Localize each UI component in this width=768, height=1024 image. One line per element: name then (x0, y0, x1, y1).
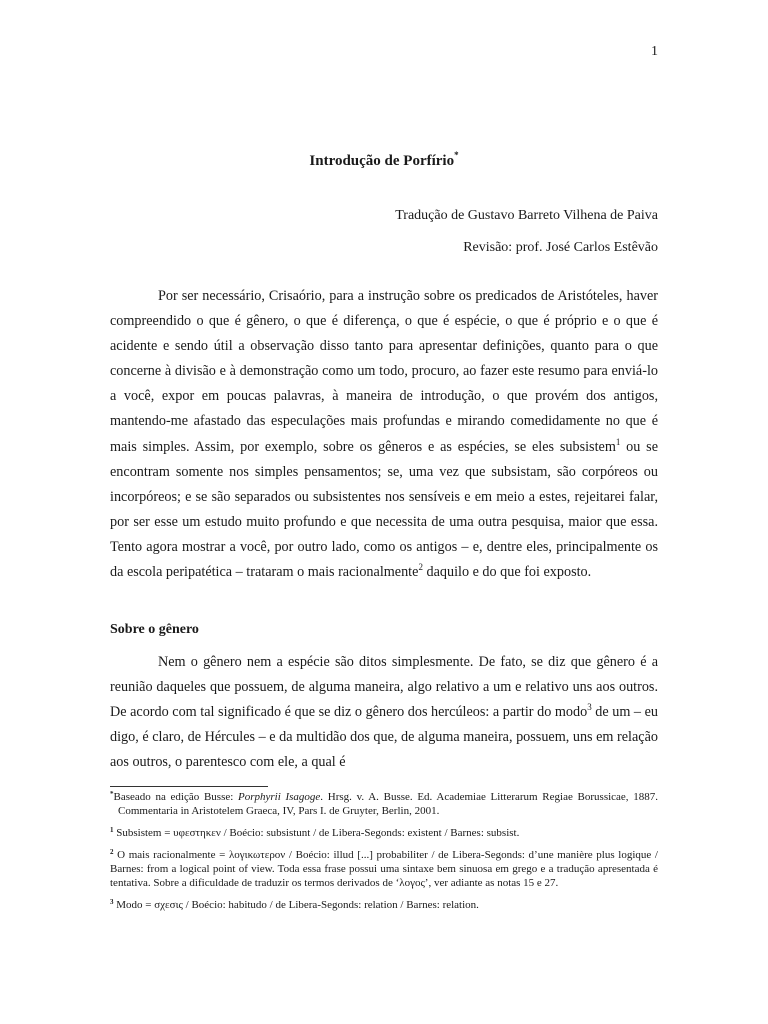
footnote-1-text: Subsistem = υφεστηκεν / Boécio: subsistunt / de Libera-Segonds: existent / Barnes: subsist. (113, 827, 520, 839)
footnote-3 (110, 898, 658, 912)
page-number: 1 (651, 44, 658, 59)
footnote-2-marker: 2 (110, 848, 114, 856)
paragraph-intro-text-3: daquilo e do que foi exposto. (422, 564, 592, 581)
title-footnote-marker: * (454, 150, 459, 160)
footnote-star-text-2: . Hrsg. v. A. Busse. Ed. Academiae Litterarum Regiae Borussicae, 1887. Commentaria in Aristotelem Graeca, IV, Pars I. de Gruyter, Berlin, 2001. (118, 791, 658, 817)
paragraph-genero-text-1: Nem o gênero nem a espécie são ditos simplesmente. De fato, se diz que gênero é a reunião daqueles que possuem, de alguma maneira, algo relativo a um e relativo uns aos outros. De acordo com tal significado é que se diz o gênero dos hercúleos: a partir do modo (110, 654, 658, 721)
footnote-ref-3: 3 (587, 702, 592, 713)
footnote-2-text: O mais racionalmente = λογικωτερον / Boécio: illud [...] probabiliter / de Libera-Segonds: d’une manière plus logique / Barnes: from a logical point of view. Toda essa frase possui uma sintaxe bem sinuosa em grego e a tradução apresentada é tentativa. Sobre a dificuldade de traduzir os termos derivados de ‘λογος’, ver adiante as notas 15 e 27. (110, 849, 658, 889)
footnote-3-text: Modo = σχεσις / Boécio: habitudo / de Libera-Segonds: relation / Barnes: relation. (113, 899, 479, 911)
footnote-3-marker: 3 (110, 898, 114, 906)
translation-credit: Tradução de Gustavo Barreto Vilhena de Paiva (395, 208, 658, 223)
revision-credit: Revisão: prof. José Carlos Estêvão (463, 240, 658, 255)
section-heading: Sobre o gênero (110, 622, 199, 637)
footnote-star (110, 790, 658, 818)
footnote-star-italic: Porphyrii Isagoge (237, 791, 321, 803)
footnote-1-marker: 1 (110, 826, 114, 834)
paragraph-genero-text-2: de um – eu digo, é claro, de Hércules – e da multidão dos que, de alguma maneira, possuem, uns em relação aos outros, o parentesco com ele, a qual é (110, 704, 658, 771)
title-text: Introdução de Porfírio (309, 153, 455, 169)
footnote-star-marker: * (110, 790, 114, 798)
footnotes (110, 790, 658, 920)
footnote-star-text-1: Baseado na edição Busse: (113, 791, 238, 803)
paragraph-intro-text-1: Por ser necessário, Crisaório, para a instrução sobre os predicados de Aristóteles, haver compreendido o que é gênero, o que é diferença, o que é espécie, o que é próprio e o que é acidente e sendo útil a observação disso tanto para apresentar definições, quanto para o que concerne à divisão e à demonstração como um todo, procuro, ao fazer este resumo para enviá-lo a você, expor em poucas palavras, à maneira de introdução, o que provém dos antigos, mantendo-me afastado das especulações mais profundas e mirando comedidamente no que é mais simples. Assim, por exemplo, sobre os gêneros e as espécies, se eles subsistem (110, 288, 658, 455)
paragraph-intro-text-2: ou se encontram somente nos simples pensamentos; se, uma vez que subsistam, são corpóreos ou incorpóreos; e se são separados ou subsistentes nos sensíveis e em meio a estes, rejeitarei falar, por ser esse um estudo muito profundo e que necessita de uma outra pesquisa, maior que essa. Tento agora mostrar a você, por outro lado, como os antigos – e, dentre eles, principalmente os da escola peripatética – trataram o mais racionalmente (110, 438, 658, 581)
footnote-ref-1: 1 (615, 436, 621, 447)
paragraph-intro (110, 284, 658, 585)
footnote-ref-2: 2 (418, 562, 423, 573)
footnote-1 (110, 826, 658, 840)
document-title (0, 150, 768, 170)
footnote-separator (110, 786, 268, 787)
footnote-2 (110, 848, 658, 890)
paragraph-genero (110, 650, 658, 776)
